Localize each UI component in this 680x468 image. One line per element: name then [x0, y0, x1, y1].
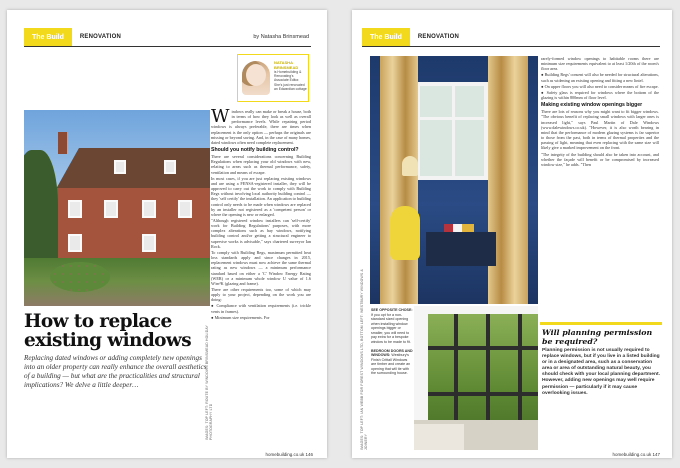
room-photo: [370, 56, 538, 304]
body-paragraph: "The integrity of the building should also be taken into account, and whether the façade will benefit or be compromised by increased window size," he adds. "Then: [541, 151, 659, 167]
page-footer: homebuilding.co.uk 146: [265, 452, 313, 457]
author-avatar: [242, 61, 270, 95]
caption-title: BEDROOM DOORS AND WINDOWS:: [371, 348, 413, 357]
section-label: RENOVATION: [417, 34, 460, 40]
article-headline: How to replace existing windows: [24, 311, 192, 351]
body-paragraph: There are lots of reasons why you might want to fit bigger windows. "The obvious benefit of replacing small windows with larger ones is increased light," says Paul Martin of Dale Windows (www.dalewindows.co.uk). "However, it is also worth bearing in mind that the performance of modern glazing systems is far superior to those from the past, both in terms of thermal properties and the passing of light, meaning that even replacing with the same size will likely give a marked improvement on the front.: [541, 109, 659, 151]
garden-window-photo: [414, 306, 538, 450]
right-header: [362, 28, 459, 46]
section-label: RENOVATION: [79, 34, 122, 40]
infobox-body: Planning permission is not usually required to replace windows, but if you live in a listed building or in a designated area, such as a conservation area or area of outstanding natural beauty, you should check with your local planning department. However, adding new openings may well require permission — particularly if it may cause overlooking issues.: [542, 348, 660, 396]
photo-caption: [371, 308, 413, 376]
right-page: [352, 10, 672, 458]
house-photo: [24, 110, 210, 306]
header-rule: [362, 46, 660, 47]
left-page: [7, 10, 327, 458]
page-footer: homebuilding.co.uk 147: [612, 452, 660, 457]
intro-text: indows really can make or break a house, both in terms of how they look as well as overall performance levels. While repairing period windows is always preferable, there are times when replacement is the only option — perhaps the originals are missing or beyond saving. And, in the case of many homes, dated windows often need complete replacement.: [211, 109, 311, 145]
author-name: NATASHA BRINSMEAD: [274, 60, 299, 70]
bullet-item: ● Compliance with ventilation requirements (i.e. trickle vents in frames).: [211, 303, 311, 314]
caption-title: SEE OPPOSITE CHOSE:: [371, 308, 413, 312]
article-standfirst: Replacing dated windows or adding completely new openings into an older property can really enhance the overall aesthetics of a building — but what are the practicalities and structural implications? We delve a little deeper…: [24, 354, 207, 389]
body-paragraph: "Although registered window installers can 'self-certify' work for Building Regulations' purposes, with more complex alterations such as bay windows, notifying building control and/or getting a structural engineer to supervise works is advisable," says chartered surveyor Ian Rock.: [211, 217, 311, 249]
body-paragraph: In most cases, if you are just replacing existing windows and are using a FENSA-registered installer, they will be approved to carry out the work to comply with Building Regs without involving local authority building control — they 'self certify' the installation. An application to building control only needs to be made when windows are replaced by an installer not registered as a 'competent person' or where the opening is new or enlarged.: [211, 175, 311, 217]
planning-infobox: [540, 322, 662, 444]
author-box: [237, 54, 309, 102]
section-tag: The Build: [24, 28, 72, 46]
caption-text: Westbury's Finish Crittall Windows are timber and create an opening that will tie with the surrounding house.: [371, 353, 411, 375]
section-tag: The Build: [362, 28, 410, 46]
left-body-column: [211, 106, 311, 321]
right-body-column: [541, 56, 659, 168]
bullet-item: ● Minimum size requirements. For: [211, 314, 270, 320]
caption-text: If you opt for a non-standard sized opening when installing window openings bigger or smaller, you will need to pay extra for a bespoke window to be made to fit.: [371, 312, 411, 344]
image-credit: IMAGES: TOP LEFT: IAN WEBB FOR FOREST WINDOWS LTD, BOTTOM LEFT: WESTBURY WINDOWS & JOINERY: [360, 269, 368, 450]
intro-paragraph: [211, 106, 311, 145]
left-header: [24, 28, 121, 46]
dropcap: W: [211, 106, 230, 127]
body-paragraph: rarely-formed window openings to habitable rooms there are minimum size requirements equivalent to at least 1/20th of the room's floor area.: [541, 56, 659, 72]
body-paragraph: There are several considerations concerning Building Regulations when replacing your old windows with new, relating to areas such as thermal performance, safety, ventilation and means of escape.: [211, 154, 311, 175]
header-rule: [24, 46, 311, 47]
subhead-bigger-openings: Making existing window openings bigger: [541, 102, 643, 109]
body-paragraph: To comply with Building Regs, maximum permitted heat loss standards apply and since changes in 2015, replacement windows must now achieve the same thermal rating as new windows — a minimum performance standard based on either a 'C' Window Energy Rating (WER) or a minimum whole window U value of 1.6 W/m²K (glazing and frame).: [211, 249, 311, 286]
image-credit: IMAGES: TOP LEFT: ROUTE BY WINDOWS BRINSMEAD HOLIDAY PHOTOGRAPHY LTD: [205, 325, 213, 440]
body-paragraph: There are other requirements too, some of which may apply to your project, depending on the work you are doing:: [211, 287, 311, 303]
bullet-item: ● On upper floors you will also need to consider means of fire escape.: [541, 83, 659, 89]
byline: by Natasha Brinsmead: [253, 34, 309, 40]
bullet-item: ● Building Regs' consent will also be needed for structural alterations, such as widening an existing opening and fitting a new lintel.: [541, 72, 659, 83]
bullet-item: ● Safety glass is required for windows where the bottom of the glazing is within 800mm of floor level.: [541, 89, 659, 101]
infobox-title: Will planning permission be required?: [542, 328, 653, 346]
author-bio: is Homebuilding & Renovating's Associate Editor. She's just renovated an Edwardian cottage: [274, 70, 307, 91]
subhead-building-control: Should you notify building control?: [211, 147, 299, 154]
